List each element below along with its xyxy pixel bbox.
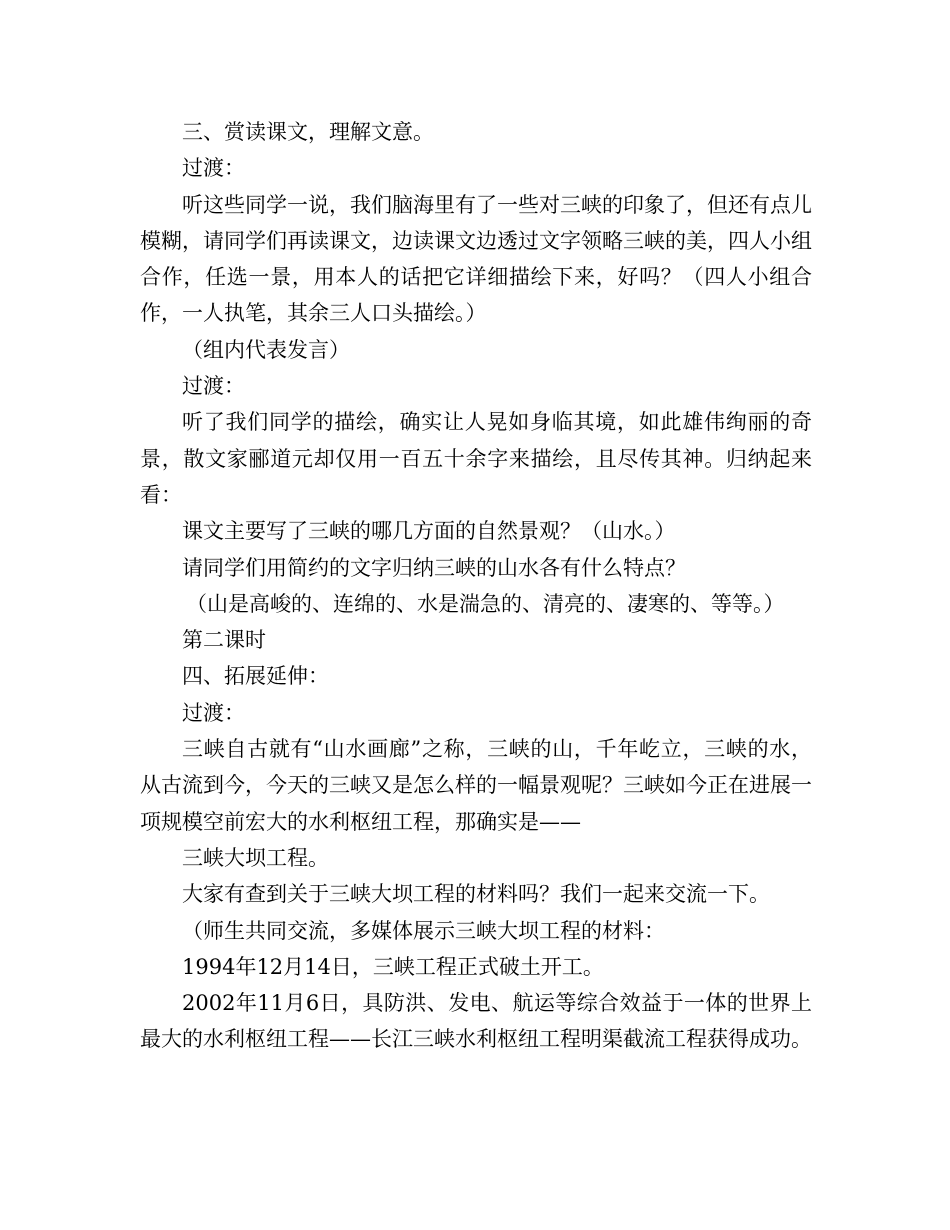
transition-label: 过渡：: [182, 700, 245, 725]
question: 课文主要写了三峡的哪几方面的自然景观？（山水。）: [182, 519, 676, 544]
paragraph: 听了我们同学的描绘，确实让人晃如身临其境，如此雄伟绚丽的奇景，散文家郦道元却仅用一百五十余字来描绘，且尽传其神。归纳起来看：: [140, 410, 812, 507]
paragraph: （组内代表发言）: [182, 337, 350, 362]
section-heading-3: 三、赏读课文，理解文意。: [182, 120, 434, 144]
paragraph: （师生共同交流，多媒体展示三峡大坝工程的材料：: [182, 918, 665, 943]
paragraph: 三峡大坝工程。: [182, 845, 329, 870]
section-heading-4: 四、拓展延伸：: [182, 664, 329, 689]
paragraph: 2002年11月6日，具防洪、发电、航运等综合效益于一体的世界上最大的水利枢纽工程——长江三峡水利枢纽工程明渠截流工程获得成功。: [140, 991, 812, 1052]
lesson-heading: 第二课时: [182, 628, 266, 653]
transition-label: 过渡：: [182, 374, 245, 399]
paragraph: 大家有查到关于三峡大坝工程的材料吗？我们一起来交流一下。: [182, 882, 770, 907]
answer: （山是高峻的、连绵的、水是湍急的、清亮的、凄寒的、等等。）: [186, 591, 785, 616]
paragraph: 1994年12月14日，三峡工程正式破土开工。: [182, 954, 604, 979]
transition-label: 过渡：: [182, 156, 245, 181]
paragraph: 三峡自古就有“山水画廊”之称，三峡的山，千年屹立，三峡的水，从古流到今，今天的三峡又是怎么样的一幅景观呢？三峡如今正在进展一项规模空前宏大的水利枢纽工程，那确实是——: [140, 737, 812, 834]
document-body: [140, 114, 812, 1058]
question: 请同学们用简约的文字归纳三峡的山水各有什么特点？: [182, 555, 686, 580]
paragraph: 听这些同学一说，我们脑海里有了一些对三峡的印象了，但还有点儿模糊，请同学们再读课文，边读课文边透过文字领略三峡的美，四人小组合作，任选一景，用本人的话把它详细描绘下来，好吗？（四人小组合作，一人执笔，其余三人口头描绘。）: [140, 192, 812, 326]
